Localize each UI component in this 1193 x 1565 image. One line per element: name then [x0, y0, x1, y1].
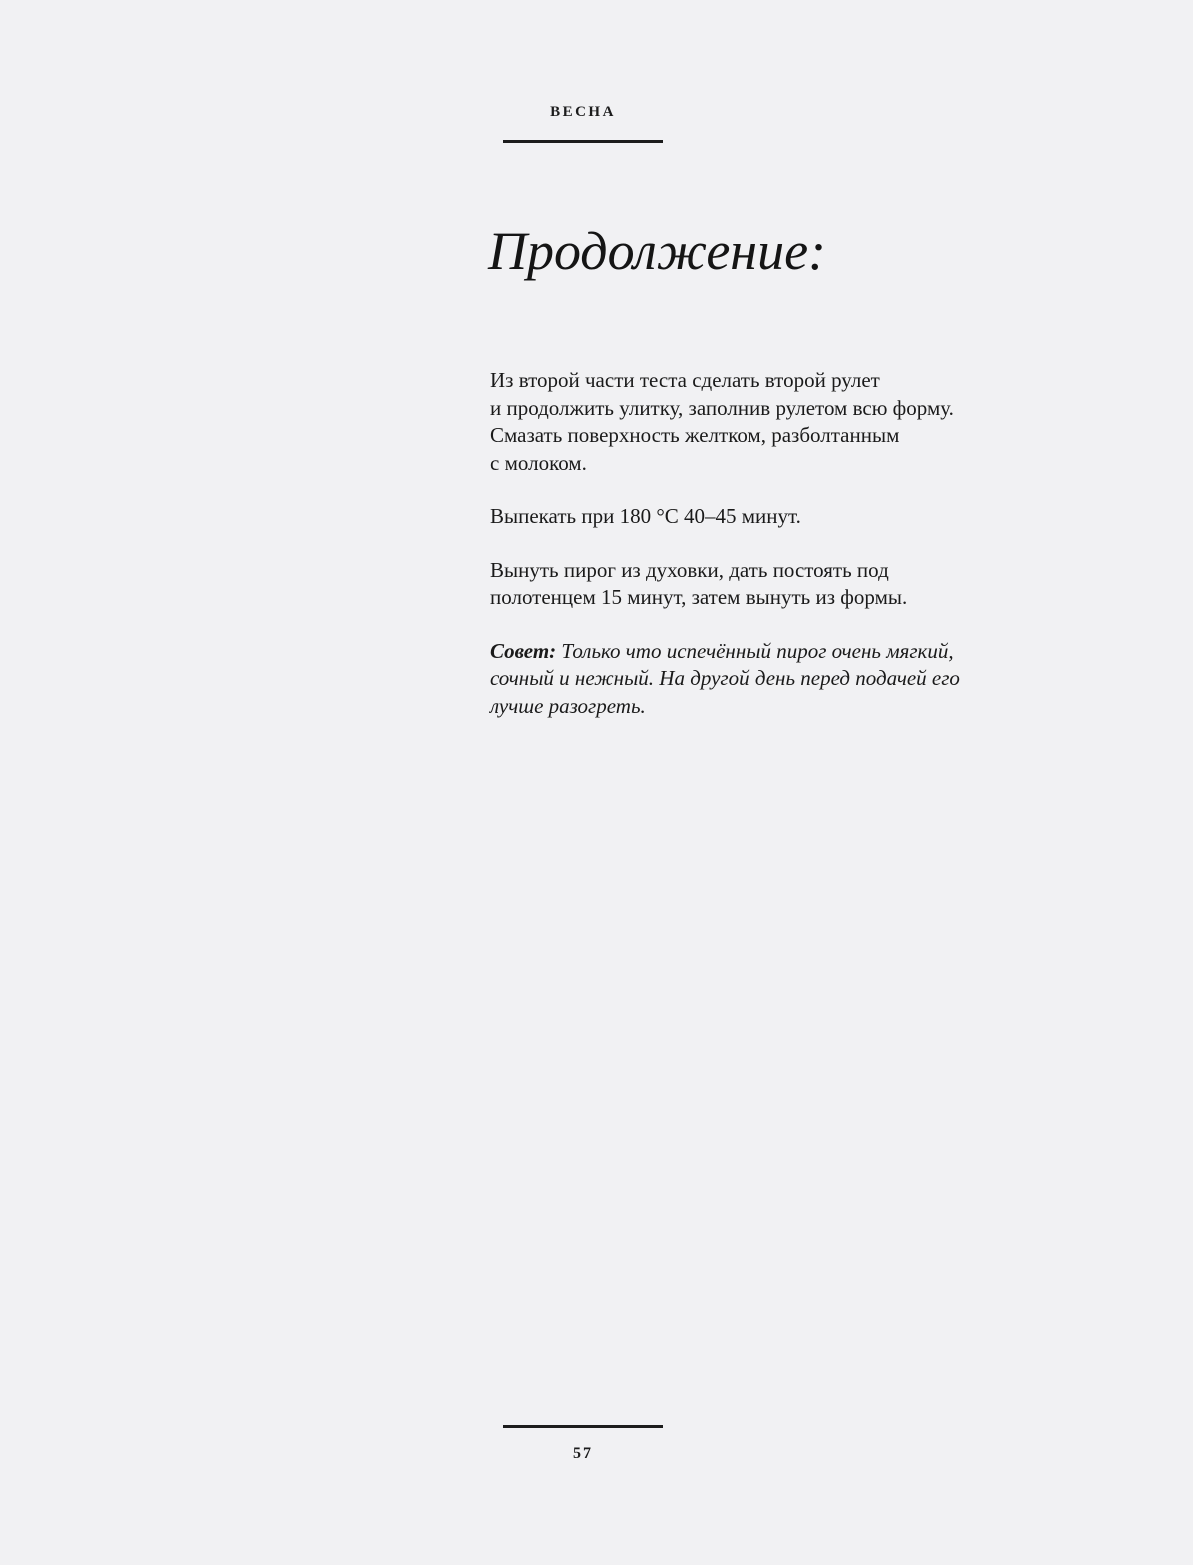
text-line: Из второй части теста сделать второй рулет: [490, 368, 880, 392]
tip-text: Только что испечённый пирог очень мягкий,: [556, 638, 954, 663]
page-title: Продолжение:: [488, 221, 827, 281]
page-number: 57: [573, 1445, 593, 1462]
paragraph-roll: [490, 367, 1050, 477]
text-line: [490, 638, 1050, 666]
header-rule: [503, 140, 663, 143]
text-line: сочный и нежный. На другой день перед подачей его: [490, 666, 960, 690]
paragraph-rest: [490, 557, 1050, 612]
text-line: с молоком.: [490, 450, 587, 475]
text-line: полотенцем 15 минут, затем вынуть из формы.: [490, 585, 908, 609]
tip-paragraph: [490, 638, 1050, 721]
text-line: лучше разогреть.: [490, 693, 646, 718]
text-line: Выпекать при 180 °С 40–45 минут.: [490, 504, 801, 528]
text-line: и продолжить улитку, заполнив рулетом всю форму.: [490, 395, 954, 420]
text-line: Вынуть пирог из духовки, дать постоять под: [490, 557, 889, 582]
paragraph-bake: [490, 503, 1050, 531]
tip-label: Совет:: [490, 638, 557, 663]
recipe-text: [490, 367, 1050, 746]
footer-rule: [503, 1425, 663, 1428]
text-line: Смазать поверхность желтком, разболтанным: [490, 423, 900, 447]
section-header: ВЕСНА: [550, 104, 616, 120]
